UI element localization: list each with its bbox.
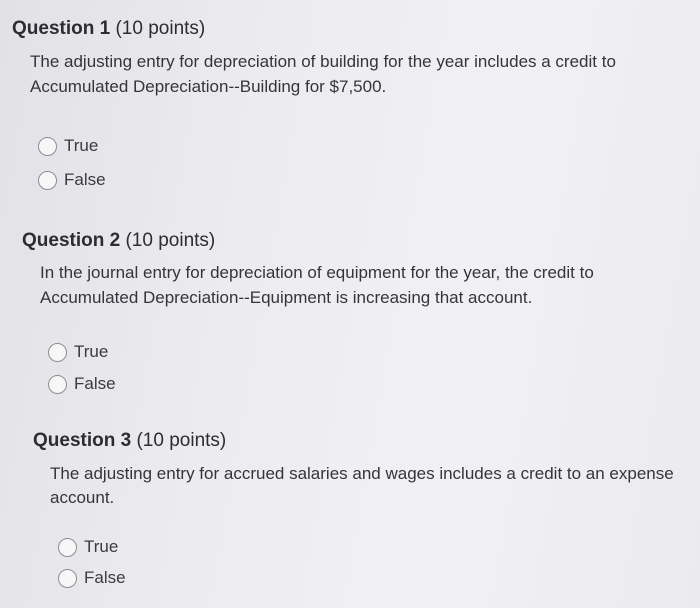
option-label-false: False (74, 374, 116, 393)
question-2-text-line-2: Accumulated Depreciation--Equipment is increasing that account. (40, 288, 533, 307)
option-label-true: True (74, 342, 109, 361)
question-3-text-line-1: The adjusting entry for accrued salaries and wages includes a credit to an expense (50, 464, 674, 483)
question-2-label: Question 2 (22, 230, 121, 251)
question-1-points: (10 points) (115, 18, 206, 39)
question-3-label: Question 3 (33, 430, 132, 451)
radio-button-false[interactable] (58, 569, 77, 588)
question-2-option-true[interactable] (48, 339, 108, 365)
question-2-option-false[interactable] (48, 371, 116, 397)
option-label-true: True (84, 537, 119, 556)
radio-button-true[interactable] (48, 343, 67, 362)
option-label-false: False (64, 170, 106, 189)
question-1-text-line-2: Accumulated Depreciation--Building for $7,500. (30, 77, 387, 96)
question-1-label: Question 1 (12, 18, 111, 39)
radio-button-false[interactable] (48, 375, 67, 394)
question-3-points: (10 points) (136, 430, 227, 451)
radio-button-false[interactable] (38, 171, 57, 190)
question-3-text-line-2: account. (50, 488, 115, 507)
question-3-title (33, 430, 226, 452)
radio-button-true[interactable] (38, 137, 57, 156)
question-1-title (12, 18, 205, 40)
question-2-points: (10 points) (125, 230, 216, 251)
option-label-false: False (84, 568, 126, 587)
question-2-text-line-1: In the journal entry for depreciation of equipment for the year, the credit to (40, 263, 594, 282)
radio-button-true[interactable] (58, 538, 77, 557)
question-2-title (22, 230, 215, 252)
question-1-option-true[interactable] (38, 133, 98, 159)
question-3-option-true[interactable] (58, 534, 118, 560)
question-1-text-line-1: The adjusting entry for depreciation of building for the year includes a credit to (30, 52, 616, 71)
question-1-option-false[interactable] (38, 167, 106, 193)
question-3-option-false[interactable] (58, 565, 126, 591)
option-label-true: True (64, 136, 99, 155)
